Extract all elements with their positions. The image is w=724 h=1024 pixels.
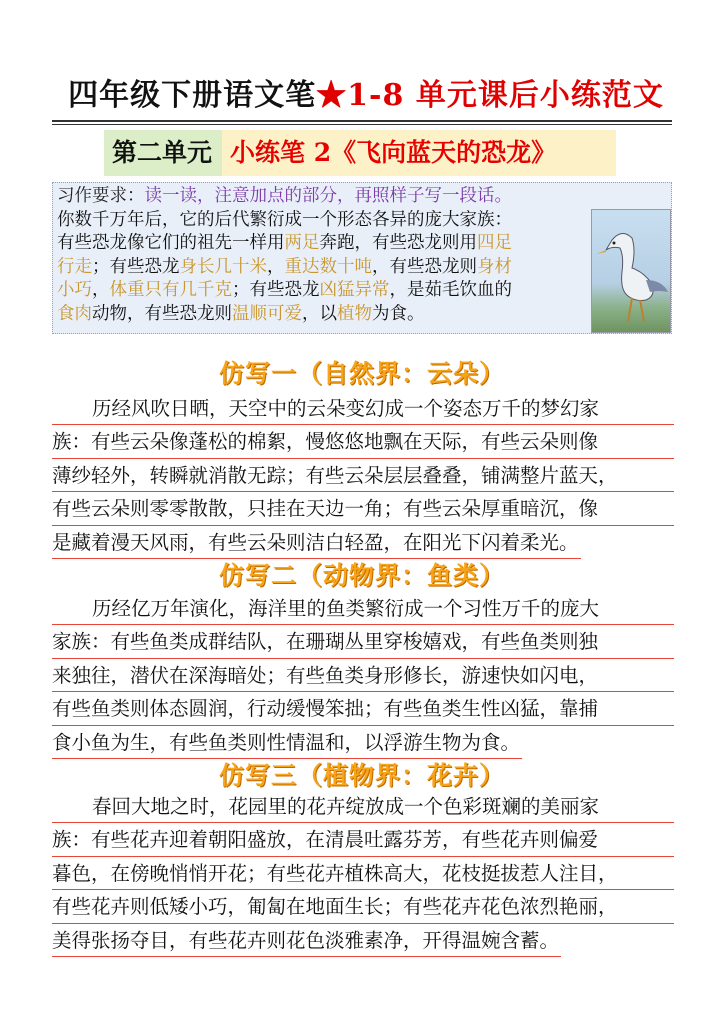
- paragraph-line: 春回大地之时，花园里的花卉绽放成一个色彩斑斓的美丽家: [52, 790, 674, 823]
- paragraph-flowers: [52, 790, 674, 957]
- paragraph-line: 家族：有些鱼类成群结队，在珊瑚丛里穿梭嬉戏，有些鱼类则独: [52, 625, 674, 658]
- paragraph-clouds: [52, 392, 674, 559]
- highlighted-phrase: 身长几十米: [179, 256, 267, 277]
- requirement-text: [57, 185, 597, 327]
- unit-label: 第二单元: [104, 130, 222, 176]
- requirement-phrase: ；有些恐龙: [232, 280, 320, 301]
- paragraph-line: 美得张扬夺目，有些花卉则花色淡雅素净，开得温婉含蓄。: [52, 924, 561, 957]
- requirement-header: [57, 185, 597, 209]
- paragraph-line-wrap: [52, 726, 674, 759]
- highlighted-phrase: 植物: [337, 303, 372, 324]
- paragraph-line-wrap: [52, 392, 674, 425]
- highlighted-phrase: 凶猛异常: [319, 280, 390, 301]
- paragraph-line: 食小鱼为生，有些鱼类则性情温和，以浮游生物为食。: [52, 726, 522, 759]
- highlighted-phrase: 食肉: [57, 303, 92, 324]
- paragraph-line-wrap: [52, 526, 674, 559]
- paragraph-line: 族：有些花卉迎着朝阳盛放，在清晨吐露芬芳，有些花卉则偏爱: [52, 823, 674, 856]
- requirement-phrase: 为食。: [372, 303, 425, 324]
- title-text: 四年级下册语文笔: [68, 78, 317, 113]
- unit-banner: [104, 130, 616, 176]
- requirement-phrase: ，以: [302, 303, 337, 324]
- paragraph-line-wrap: [52, 659, 674, 692]
- paragraph-line: 薄纱轻外，转瞬就消散无踪；有些云朵层层叠叠，铺满整片蓝天，: [52, 459, 674, 492]
- paragraph-line: 历经风吹日晒，天空中的云朵变幻成一个姿态万千的梦幻家: [52, 392, 674, 425]
- requirement-phrase: ，是茹毛饮血的: [389, 280, 512, 301]
- paragraph-line: 来独往，潜伏在深海暗处；有些鱼类身形修长，游速快如闪电，: [52, 659, 674, 692]
- star-icon: ★: [316, 78, 348, 113]
- requirement-line: [57, 232, 597, 256]
- requirement-phrase: 有些恐龙像它们的祖先一样用: [57, 233, 285, 254]
- requirement-instruction: 读一读，注意加点的部分，再照样子写一段话。: [144, 186, 512, 206]
- paragraph-line-wrap: [52, 790, 674, 823]
- page-title: [56, 72, 676, 122]
- requirement-phrase: 动物，有些恐龙则: [92, 303, 232, 324]
- paragraph-line-wrap: [52, 625, 674, 658]
- highlighted-phrase: 温顺可爱: [232, 303, 302, 324]
- dinosaur-illustration: [591, 209, 671, 333]
- requirement-phrase: ，: [92, 280, 110, 301]
- paragraph-line: 是藏着漫天风雨，有些云朵则洁白轻盈，在阳光下闪着柔光。: [52, 526, 581, 559]
- highlighted-phrase: 行走: [57, 256, 92, 277]
- requirement-phrase: ；有些恐龙: [92, 256, 180, 277]
- requirement-label: 习作要求：: [57, 186, 145, 206]
- highlighted-phrase: 体重只有几千克: [109, 280, 232, 301]
- section-title-fish: 仿写二（动物界：鱼类）: [218, 561, 505, 590]
- paragraph-line-wrap: [52, 890, 674, 923]
- requirement-line: [57, 279, 597, 303]
- paragraph-line: 暮色，在傍晚悄悄开花；有些花卉植株高大，花枝挺拔惹人注目，: [52, 857, 674, 890]
- requirement-phrase: ，有些恐龙则: [372, 256, 477, 277]
- requirement-phrase: 你数千万年后，它的后代繁衍成一个形态各异的庞大家族：: [57, 209, 512, 230]
- paragraph-line: 族：有些云朵像蓬松的棉絮，慢悠悠地飘在天际，有些云朵则像: [52, 425, 674, 458]
- paragraph-line: 有些花卉则低矮小巧，匍匐在地面生长；有些花卉花色浓烈艳丽，: [52, 890, 674, 923]
- paragraph-line-wrap: [52, 592, 674, 625]
- requirement-line: [57, 303, 597, 327]
- paragraph-line-wrap: [52, 459, 674, 492]
- paragraph-line: 有些鱼类则体态圆润，行动缓慢笨拙；有些鱼类生性凶猛，靠捕: [52, 692, 674, 725]
- highlighted-phrase: 两足: [284, 233, 320, 254]
- paragraph-line: 有些云朵则零零散散，只挂在天边一角；有些云朵厚重暗沉，像: [52, 492, 674, 525]
- highlighted-phrase: 身材: [477, 256, 512, 277]
- section-title-clouds: 仿写一（自然界：云朵）: [218, 359, 505, 388]
- highlighted-phrase: 四足: [477, 233, 512, 254]
- title-underline-thin: [52, 124, 672, 125]
- practice-title: 小练笔 2《飞向蓝天的恐龙》: [222, 130, 616, 176]
- section-title-flowers: 仿写三（植物界：花卉）: [218, 761, 505, 790]
- highlighted-phrase: 重达数十吨: [284, 256, 372, 277]
- paragraph-fish: [52, 592, 674, 759]
- title-underline: [52, 120, 672, 122]
- highlighted-phrase: 小巧: [57, 280, 92, 301]
- requirement-box: [52, 182, 672, 334]
- paragraph-line-wrap: [52, 857, 674, 890]
- paragraph-line-wrap: [52, 492, 674, 525]
- requirement-line: [57, 256, 597, 280]
- paragraph-line-wrap: [52, 425, 674, 458]
- requirement-line: [57, 209, 597, 233]
- title-unit-range: 1-8 单元课后小练范文: [347, 78, 664, 113]
- paragraph-line-wrap: [52, 823, 674, 856]
- requirement-phrase: ，: [267, 256, 285, 277]
- paragraph-line: 历经亿万年演化，海洋里的鱼类繁衍成一个习性万千的庞大: [52, 592, 674, 625]
- paragraph-line-wrap: [52, 924, 674, 957]
- requirement-phrase: 奔跑，有些恐龙则用: [319, 233, 477, 254]
- paragraph-line-wrap: [52, 692, 674, 725]
- bird-dinosaur-icon: [592, 210, 670, 332]
